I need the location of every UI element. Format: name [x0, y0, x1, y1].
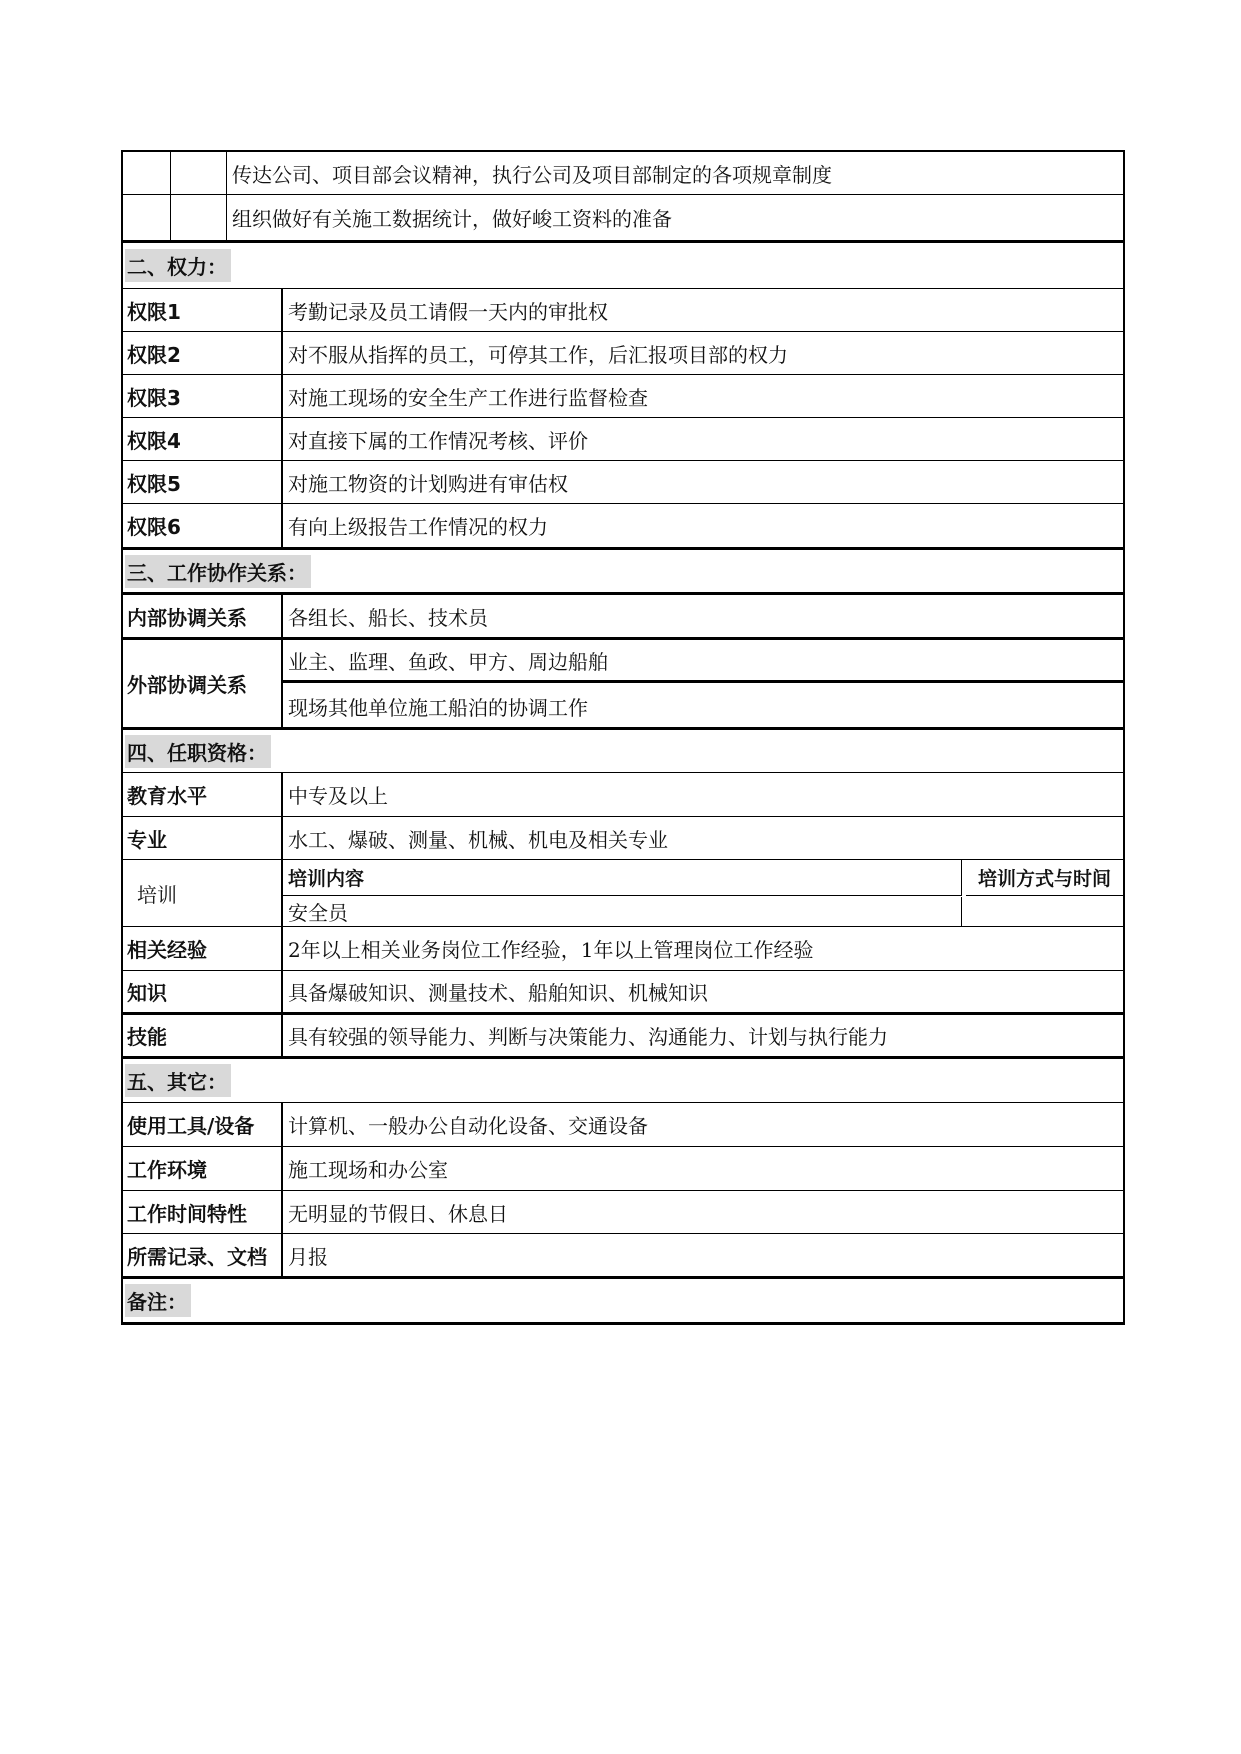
power-row: [121, 375, 1125, 418]
coop-value: 各组长、船长、技术员: [288, 605, 488, 630]
coop-external-row: [121, 640, 1125, 730]
training-row: [121, 860, 1125, 927]
power-value: 有向上级报告工作情况的权力: [288, 515, 548, 539]
training-method-header: 培训方式与时间: [966, 860, 1123, 896]
training-label: 培训: [123, 860, 283, 926]
power-value: 对不服从指挥的员工，可停其工作，后汇报项目部的权力: [288, 342, 788, 367]
training-content-header: 培训内容: [283, 860, 962, 896]
edu-value: 中专及以上: [288, 784, 388, 808]
skill-value: 具有较强的领导能力、判断与决策能力、沟通能力、计划与执行能力: [288, 1025, 888, 1049]
section-power-header: [121, 243, 1125, 289]
power-label: 权限2: [123, 332, 283, 374]
work-time-row: [121, 1191, 1125, 1234]
experience-value: 2年以上相关业务岗位工作经验，1年以上管理岗位工作经验: [288, 938, 814, 962]
experience-row: [121, 927, 1125, 971]
knowledge-row: [121, 971, 1125, 1015]
note-row: [121, 1279, 1125, 1325]
note-title: 备注：: [125, 1284, 191, 1317]
docs-label: 所需记录、文档: [123, 1234, 283, 1276]
training-method: [966, 897, 1123, 926]
skill-label: 技能: [123, 1015, 283, 1056]
edu-row: [121, 773, 1125, 817]
power-row: [121, 418, 1125, 461]
job-description-table: [121, 150, 1125, 1325]
power-label: 权限6: [123, 504, 283, 547]
blank-cell: [123, 195, 171, 240]
power-label: 权限4: [123, 418, 283, 460]
blank-cell: [123, 152, 171, 194]
environment-label: 工作环境: [123, 1147, 283, 1190]
tools-label: 使用工具/设备: [123, 1103, 283, 1146]
power-row: [121, 504, 1125, 550]
coop-internal-row: [121, 595, 1125, 640]
experience-label: 相关经验: [123, 927, 283, 970]
power-value: 对直接下属的工作情况考核、评价: [288, 428, 588, 453]
section-title: 四、任职资格：: [125, 735, 271, 768]
training-content: 安全员: [283, 897, 962, 926]
duty-text: 传达公司、项目部会议精神，执行公司及项目部制定的各项规章制度: [232, 162, 832, 187]
power-value: 考勤记录及员工请假一天内的审批权: [288, 299, 608, 324]
work-time-label: 工作时间特性: [123, 1191, 283, 1233]
section-title: 三、工作协作关系：: [125, 555, 311, 588]
coop-label: 内部协调关系: [123, 595, 283, 637]
tools-row: [121, 1103, 1125, 1147]
section-title: 五、其它：: [125, 1064, 231, 1097]
duty-row: [121, 150, 1125, 195]
docs-row: [121, 1234, 1125, 1279]
power-value: 对施工现场的安全生产工作进行监督检查: [288, 385, 648, 410]
knowledge-label: 知识: [123, 971, 283, 1012]
power-value: 对施工物资的计划购进有审估权: [288, 471, 568, 496]
knowledge-value: 具备爆破知识、测量技术、船舶知识、机械知识: [288, 981, 708, 1005]
major-value: 水工、爆破、测量、机械、机电及相关专业: [288, 827, 668, 852]
section-other-header: [121, 1059, 1125, 1103]
power-label: 权限3: [123, 375, 283, 417]
section-qual-header: [121, 730, 1125, 773]
tools-value: 计算机、一般办公自动化设备、交通设备: [288, 1114, 648, 1138]
skill-row: [121, 1015, 1125, 1059]
coop-value: 业主、监理、鱼政、甲方、周边船舶: [283, 640, 1123, 683]
coop-value: 现场其他单位施工船泊的协调工作: [288, 696, 588, 720]
docs-value: 月报: [288, 1244, 328, 1269]
section-coop-header: [121, 550, 1125, 595]
work-time-value: 无明显的节假日、休息日: [288, 1201, 508, 1226]
edu-label: 教育水平: [123, 773, 283, 816]
duty-row: [121, 195, 1125, 243]
blank-cell: [171, 152, 227, 194]
power-row: [121, 461, 1125, 504]
major-row: [121, 817, 1125, 860]
power-label: 权限1: [123, 289, 283, 331]
coop-label: 外部协调关系: [123, 640, 283, 727]
section-title: 二、权力：: [125, 249, 231, 282]
environment-row: [121, 1147, 1125, 1191]
power-label: 权限5: [123, 461, 283, 503]
major-label: 专业: [123, 817, 283, 859]
duty-text: 组织做好有关施工数据统计，做好峻工资料的准备: [232, 207, 672, 231]
power-row: [121, 289, 1125, 332]
blank-cell: [171, 195, 227, 240]
environment-value: 施工现场和办公室: [288, 1158, 448, 1182]
power-row: [121, 332, 1125, 375]
